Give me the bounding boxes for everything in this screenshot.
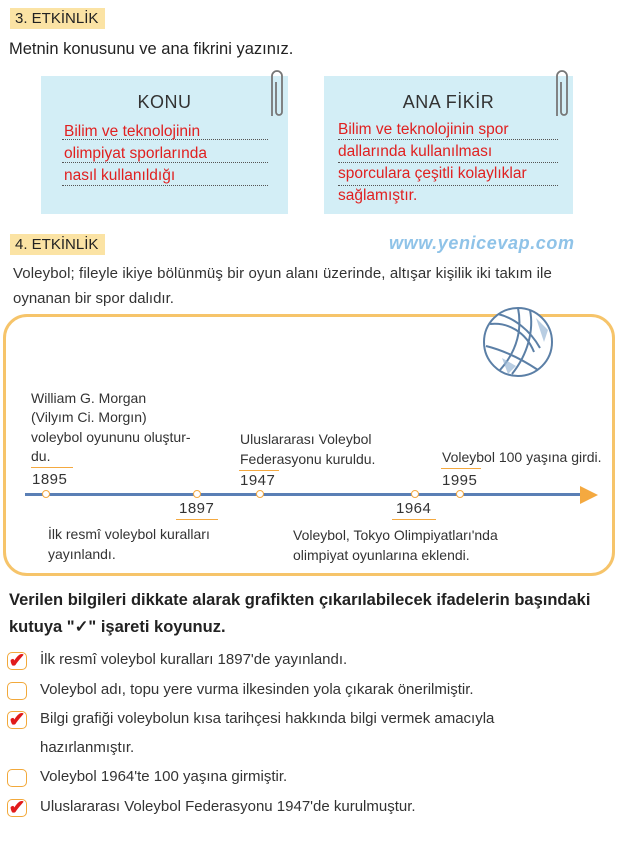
- paperclip-icon: [266, 68, 286, 122]
- year-underline: [392, 519, 436, 520]
- activity3-instruction: Metnin konusunu ve ana fikrini yazınız.: [9, 40, 294, 58]
- activity4-text: Voleybol; fileyle ikiye bölünmüş bir oyun alanı üzerinde, altışar kişilik iki takım ile: [13, 265, 552, 282]
- konu-answer-line: nasıl kullanıldığı: [64, 167, 176, 184]
- year-underline: [239, 470, 279, 471]
- year-underline: [441, 468, 481, 469]
- arrow-right-icon: [578, 484, 600, 506]
- event-text: Voleybol 100 yaşına girdi.: [442, 449, 602, 465]
- year-label: 1995: [442, 472, 478, 489]
- event-text: Federasyonu kuruldu.: [240, 451, 376, 467]
- timeline-dot: [411, 490, 419, 498]
- ana-fikir-answer-line: sporculara çeşitli kolaylıklar: [338, 165, 527, 182]
- konu-title: KONU: [137, 92, 192, 112]
- ana-fikir-answer-line: sağlamıştır.: [338, 187, 418, 204]
- answer-checkbox[interactable]: [7, 682, 27, 700]
- timeline-dot: [456, 490, 464, 498]
- watermark: www.yenicevap.com: [389, 233, 575, 253]
- option-text: hazırlanmıştır.: [40, 739, 135, 756]
- answer-checkbox[interactable]: [7, 711, 27, 729]
- timeline-dot: [42, 490, 50, 498]
- event-text: yayınlandı.: [48, 546, 116, 562]
- event-text: İlk resmî voleybol kuralları: [48, 526, 210, 542]
- year-label: 1947: [240, 472, 276, 489]
- konu-answer-line: olimpiyat sporlarında: [64, 145, 208, 162]
- ana-fikir-title: ANA FİKİR: [402, 92, 495, 112]
- check-mark-icon: ✔: [8, 709, 26, 731]
- event-text: Voleybol, Tokyo Olimpiyatları'nda: [293, 527, 498, 543]
- option-text: Voleybol adı, topu yere vurma ilkesinden yola çıkarak önerilmiştir.: [40, 681, 474, 698]
- check-mark-icon: ✔: [8, 797, 26, 819]
- question-text: Verilen bilgileri dikkate alarak grafikten çıkarılabilecek ifadelerin başındaki: [9, 591, 591, 609]
- event-text: voleybol oyununu oluştur-: [31, 429, 191, 445]
- konu-answer-line: Bilim ve teknolojinin: [64, 123, 201, 140]
- ana-fikir-answer-line: Bilim ve teknolojinin spor: [338, 121, 509, 138]
- event-text: du.: [31, 448, 51, 464]
- year-label: 1897: [179, 500, 215, 517]
- activity3-label: 3. ETKİNLİK: [10, 8, 105, 29]
- volleyball-icon: [478, 300, 558, 380]
- year-label: 1895: [32, 471, 68, 488]
- timeline-dot: [256, 490, 264, 498]
- check-mark-icon: ✔: [8, 650, 26, 672]
- paperclip-icon: [551, 68, 571, 122]
- event-text: Uluslararası Voleybol: [240, 431, 372, 447]
- question-text: kutuya "✓" işareti koyunuz.: [9, 618, 226, 636]
- answer-checkbox[interactable]: [7, 799, 27, 817]
- answer-checkbox[interactable]: [7, 652, 27, 670]
- ana-fikir-answer-line: dallarında kullanılması: [338, 143, 493, 160]
- timeline-dot: [193, 490, 201, 498]
- option-text: Uluslararası Voleybol Federasyonu 1947'de kurulmuştur.: [40, 798, 416, 815]
- event-text: William G. Morgan: [31, 390, 147, 406]
- event-text: (Vilyım Ci. Morgın): [31, 409, 147, 425]
- year-underline: [31, 467, 73, 468]
- option-text: İlk resmî voleybol kuralları 1897'de yayınlandı.: [40, 651, 348, 668]
- timeline-axis: [25, 493, 585, 496]
- option-text: Voleybol 1964'te 100 yaşına girmiştir.: [40, 768, 288, 785]
- answer-checkbox[interactable]: [7, 769, 27, 787]
- year-label: 1964: [396, 500, 432, 517]
- event-text: olimpiyat oyunlarına eklendi.: [293, 547, 470, 563]
- activity4-text: oynanan bir spor dalıdır.: [13, 290, 174, 307]
- year-underline: [176, 519, 218, 520]
- activity4-label: 4. ETKİNLİK: [10, 234, 105, 255]
- option-text: Bilgi grafiği voleybolun kısa tarihçesi hakkında bilgi vermek amacıyla: [40, 710, 495, 727]
